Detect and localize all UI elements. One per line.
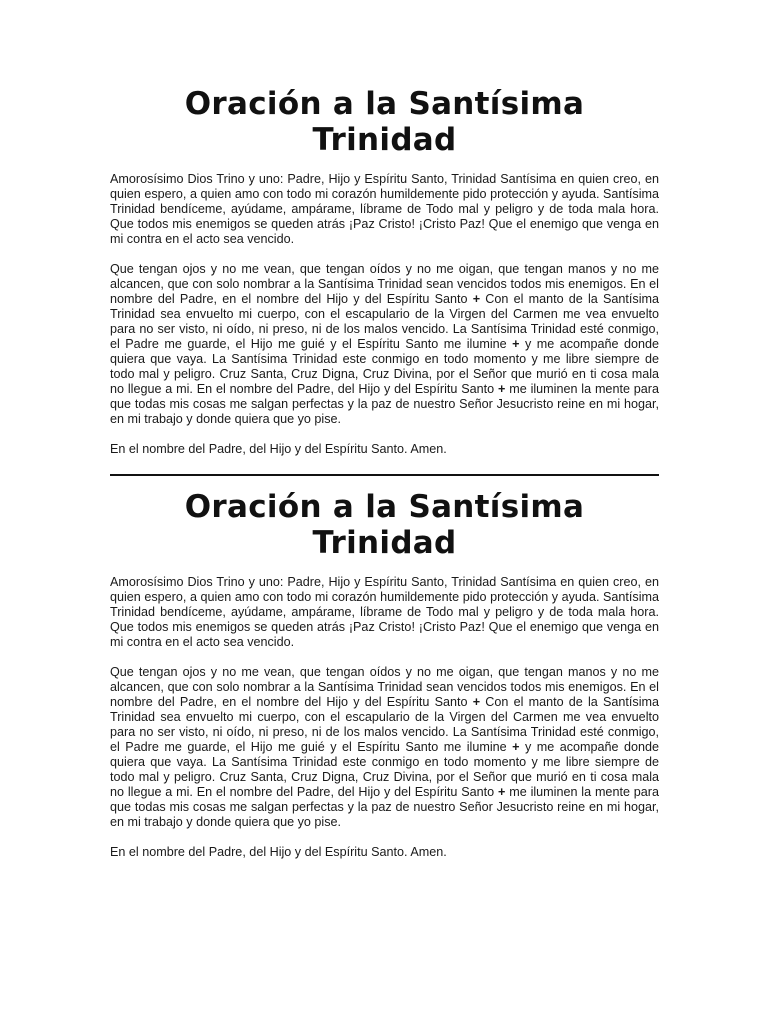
section-divider xyxy=(110,474,659,476)
paragraph-2-part-b: Con el manto de la Santísima Trinidad sea envuelto mi cuerpo, con el escapulario de la Virgen del Carmen me vea envuelto para no ser visto, ni oído, ni preso, ni de los malos vencido. La Santísima Trinidad esté conmigo, el Padre me guarde, el Hijo me guié y el Espíritu Santo me ilumine xyxy=(110,695,659,754)
prayer-paragraph-3: En el nombre del Padre, del Hijo y del Espíritu Santo. Amen. xyxy=(110,845,447,859)
paragraph-2-part-a: Que tengan ojos y no me vean, que tengan oídos y no me oigan, que tengan manos y no me alcancen, que con solo nombrar a la Santísima Trinidad sean vencidos todos mis enemigos. En el nombre del Padre, en el nombre del Hijo y del Espíritu Santo xyxy=(110,262,659,306)
document-page xyxy=(110,86,659,860)
paragraph-2-part-d: me iluminen la mente para que todas mis cosas me salgan perfectas y la paz de nuestro Señor Jesucristo reine en mi hogar, en mi trabajo y donde quiera que yo pise. xyxy=(110,785,659,829)
prayer-body xyxy=(110,172,659,457)
paragraph-2-part-c: y me acompañe donde quiera que vaya. La Santísima Trinidad este conmigo en todo momento y me libre siempre de todo mal y peligro. Cruz Santa, Cruz Digna, Cruz Divina, por el Señor que murió en ti cosa mala no llegue a mi. En el nombre del Padre, del Hijo y del Espíritu Santo xyxy=(110,740,659,799)
cross-symbol: + xyxy=(472,695,481,709)
title-line-1: Oración a la Santísima xyxy=(184,489,585,525)
paragraph-2-part-d: me iluminen la mente para que todas mis cosas me salgan perfectas y la paz de nuestro Señor Jesucristo reine en mi hogar, en mi trabajo y donde quiera que yo pise. xyxy=(110,382,659,426)
prayer-body xyxy=(110,575,659,860)
prayer-paragraph-1: Amorosísimo Dios Trino y uno: Padre, Hijo y Espíritu Santo, Trinidad Santísima en quien creo, en quien espero, a quien amo con todo mi corazón humildemente pido protección y ayuda. Santísima Trinidad bendíceme, ayúdame, ampárame, líbrame de Todo mal y peligro y de toda mala hora. Que todos mis enemigos se queden atrás ¡Paz Cristo! ¡Cristo Paz! Que el enemigo que venga en mi contra en el acto sea vencido. xyxy=(110,172,659,246)
prayer-paragraph-3: En el nombre del Padre, del Hijo y del Espíritu Santo. Amen. xyxy=(110,442,447,456)
cross-symbol: + xyxy=(512,337,520,351)
prayer-paragraph-2 xyxy=(110,665,659,830)
title-line-2: Trinidad xyxy=(312,122,457,158)
prayer-section-1 xyxy=(110,86,659,457)
title-line-2: Trinidad xyxy=(312,525,457,561)
paragraph-2-part-a: Que tengan ojos y no me vean, que tengan oídos y no me oigan, que tengan manos y no me alcancen, que con solo nombrar a la Santísima Trinidad sean vencidos todos mis enemigos. En el nombre del Padre, en el nombre del Hijo y del Espíritu Santo xyxy=(110,665,659,709)
cross-symbol: + xyxy=(498,382,506,396)
paragraph-2-part-b: Con el manto de la Santísima Trinidad sea envuelto mi cuerpo, con el escapulario de la Virgen del Carmen me vea envuelto para no ser visto, ni oído, ni preso, ni de los malos vencido. La Santísima Trinidad esté conmigo, el Padre me guarde, el Hijo me guié y el Espíritu Santo me ilumine xyxy=(110,292,659,351)
title-line-1: Oración a la Santísima xyxy=(184,86,585,122)
paragraph-2-part-c: y me acompañe donde quiera que vaya. La Santísima Trinidad este conmigo en todo momento y me libre siempre de todo mal y peligro. Cruz Santa, Cruz Digna, Cruz Divina, por el Señor que murió en ti cosa mala no llegue a mi. En el nombre del Padre, del Hijo y del Espíritu Santo xyxy=(110,337,659,396)
cross-symbol: + xyxy=(498,785,506,799)
prayer-title xyxy=(110,86,659,158)
cross-symbol: + xyxy=(472,292,481,306)
prayer-paragraph-2 xyxy=(110,262,659,427)
prayer-section-2 xyxy=(110,489,659,860)
prayer-title xyxy=(110,489,659,561)
cross-symbol: + xyxy=(512,740,520,754)
prayer-paragraph-1: Amorosísimo Dios Trino y uno: Padre, Hijo y Espíritu Santo, Trinidad Santísima en quien creo, en quien espero, a quien amo con todo mi corazón humildemente pido protección y ayuda. Santísima Trinidad bendíceme, ayúdame, ampárame, líbrame de Todo mal y peligro y de toda mala hora. Que todos mis enemigos se queden atrás ¡Paz Cristo! ¡Cristo Paz! Que el enemigo que venga en mi contra en el acto sea vencido. xyxy=(110,575,659,649)
